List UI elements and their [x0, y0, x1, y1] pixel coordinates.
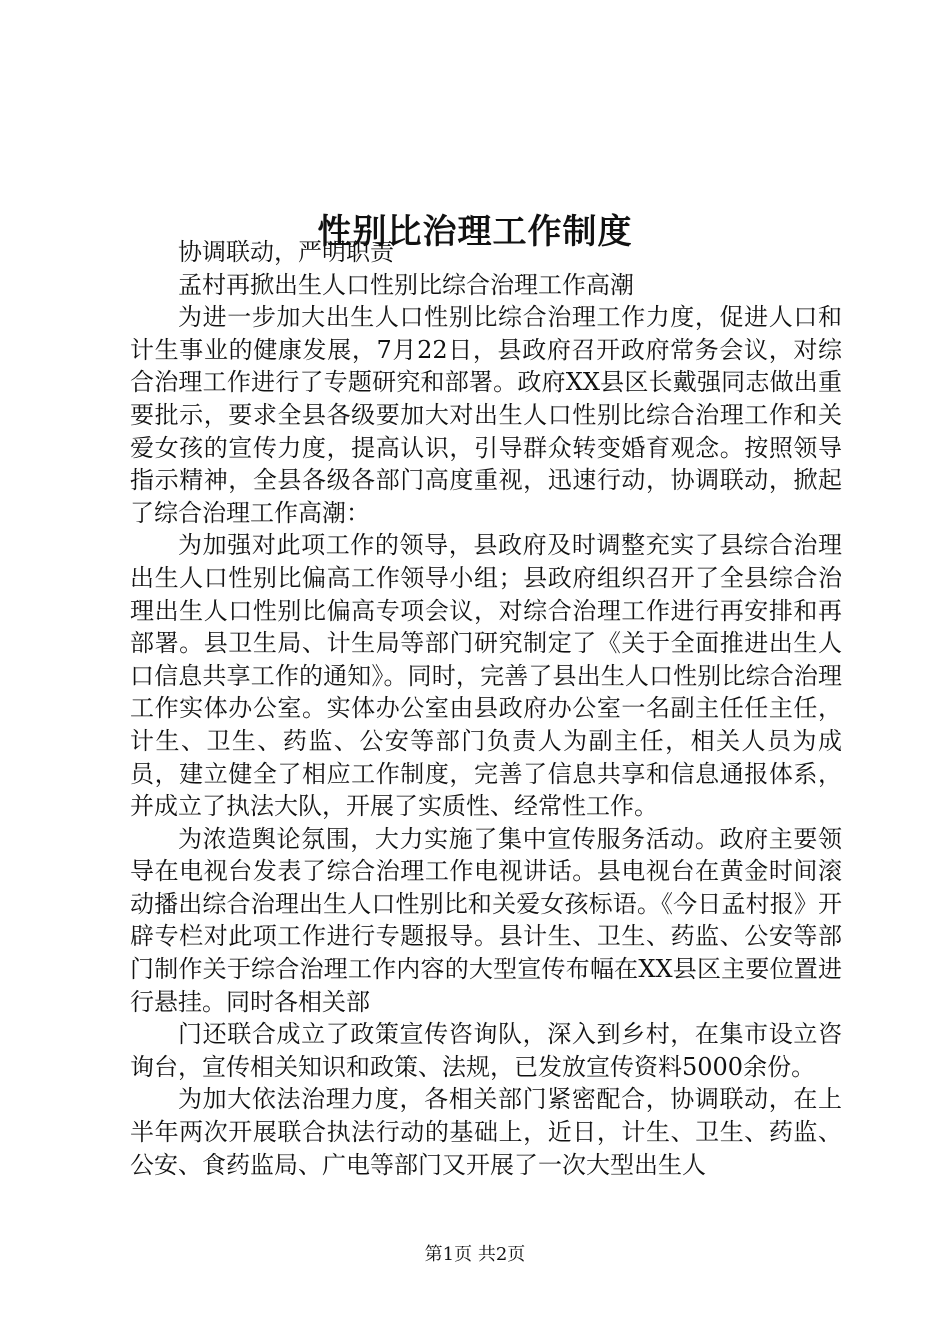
paragraph-subheading-1: 协调联动，严明职责 [178, 238, 394, 266]
document-body [130, 236, 842, 1181]
page-number-footer: 第1页 共2页 [424, 1244, 526, 1265]
paragraph-intro: 为进一步加大出生人口性别比综合治理工作力度，促进人口和计生事业的健康发展，7月22日，县政府召开政府常务会议，对综合治理工作进行了专题研究和部署。政府XX县区长戴强同志做出重要批示，要求全县各级要加大对出生人口性别比综合治理工作和关爱女孩的宣传力度，提高认识，引导群众转变婚育观念。按照领导指示精神，全县各级各部门高度重视，迅速行动，协调联动，掀起了综合治理工作高潮： [130, 303, 842, 527]
paragraph-consultation: 门还联合成立了政策宣传咨询队，深入到乡村，在集市设立咨询台，宣传相关知识和政策、法规，已发放宣传资料5000余份。 [130, 1020, 842, 1081]
paragraph-subheading-2: 孟村再掀出生人口性别比综合治理工作高潮 [178, 270, 634, 299]
paragraph-leadership: 为加强对此项工作的领导，县政府及时调整充实了县综合治理出生人口性别比偏高工作领导小组；县政府组织召开了全县综合治理出生人口性别比偏高专项会议，对综合治理工作进行再安排和再部署。县卫生局、计生局等部门研究制定了《关于全面推进出生人口信息共享工作的通知》。同时，完善了县出生人口性别比综合治理工作实体办公室。实体办公室由县政府办公室一名副主任任主任，计生、卫生、药监、公安等部门负责人为副主任，相关人员为成员，建立健全了相应工作制度，完善了信息共享和信息通报体系，并成立了执法大队，开展了实质性、经常性工作。 [130, 531, 842, 821]
paragraph-publicity: 为浓造舆论氛围，大力实施了集中宣传服务活动。政府主要领导在电视台发表了综合治理工作电视讲话。县电视台在黄金时间滚动播出综合治理出生人口性别比和关爱女孩标语。《今日孟村报》开辟专栏对此项工作进行专题报导。县计生、卫生、药监、公安等部门制作关于综合治理工作内容的大型宣传布幅在XX县区主要位置进行悬挂。同时各相关部 [130, 824, 842, 1016]
document-title: 性别比治理工作制度 [317, 211, 633, 252]
paragraph-enforcement: 为加大依法治理力度，各相关部门紧密配合，协调联动，在上半年两次开展联合执法行动的基础上，近日，计生、卫生、药监、公安、食药监局、广电等部门又开展了一次大型出生人 [130, 1085, 842, 1179]
